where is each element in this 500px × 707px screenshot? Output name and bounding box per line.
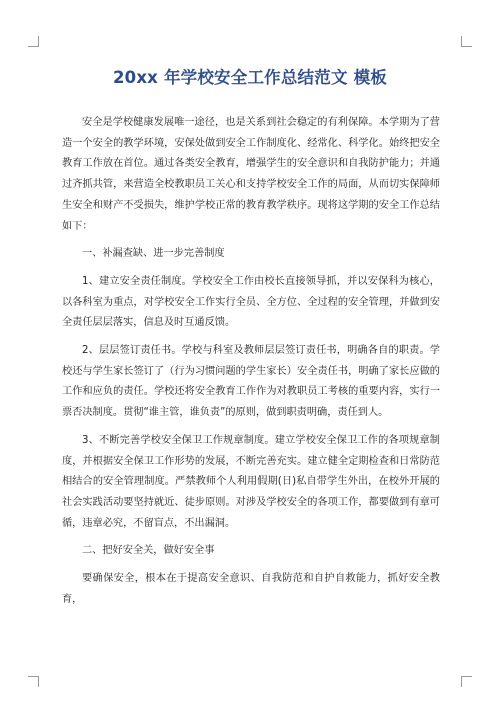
paragraph-security-regulations: 3、不断完善学校安全保卫工作规章制度。建立学校安全保卫工作的各项规章制度，并根据安全保卫工作形势的发展，不断完善充实。建立健全定期检查和日常防范相结合的安全管理制度。严禁教师个人利用假期(日)私自带学生外出，在校外开展的社会实践活动要坚持就近、徒步原则。对涉及学校安全的各项工作，都要做到有章可循，违章必究，不留盲点，不出漏洞。 xyxy=(62,434,440,529)
document-body xyxy=(62,113,440,617)
page-corner-mark-bottom-right xyxy=(461,676,472,687)
paragraph-responsibility-letters: 2、层层签订责任书。学校与科室及教师层层签订责任书，明确各自的职责。学校还与学生家长签订了（行为习惯问题的学生家长）安全责任书，明确了家长应做的工作和应负的责任。学校还将安全教育工作作为对教职员工考核的重要内容，实行一票否决制度。贯彻“谁主管，谁负责”的原则，做到职责明确，责任到人。 xyxy=(62,345,440,419)
page-corner-mark-top-left xyxy=(28,36,39,47)
page-corner-mark-top-right xyxy=(461,36,472,47)
section-heading-2: 二、把好安全关，做好安全事 xyxy=(82,545,215,557)
intro-paragraph: 安全是学校健康发展唯一途径，也是关系到社会稳定的有利保障。本学期为了营造一个安全的教学环境，安保处做到安全工作制度化、经常化、科学化。始终把安全教育工作放在首位。通过各类安全教育，增强学生的安全意识和自我防护能力；并通过齐抓共管，来营造全校教职员工关心和支持学校安全工作的局面，从而切实保障师生安全和财产不受损失，维护学校正常的教育教学秩序。现将这学期的安全工作总结如下： xyxy=(62,117,440,232)
document-title: 20xx 年学校安全工作总结范文 模板 xyxy=(112,68,388,87)
section-heading-1: 一、补漏查缺、进一步完善制度 xyxy=(82,248,225,260)
paragraph-responsibility-system: 1、建立安全责任制度。学校安全工作由校长直接领导抓，并以安保科为核心，以各科室为重点，对学校安全工作实行全员、全方位、全过程的安全管理，并做到安全责任层层落实，信息及时互通反馈。 xyxy=(62,275,440,329)
page-corner-mark-bottom-left xyxy=(28,676,39,687)
paragraph-safety-education: 要确保安全，根本在于提高安全意识、自我防范和自护自救能力，抓好安全教育， xyxy=(62,573,440,605)
